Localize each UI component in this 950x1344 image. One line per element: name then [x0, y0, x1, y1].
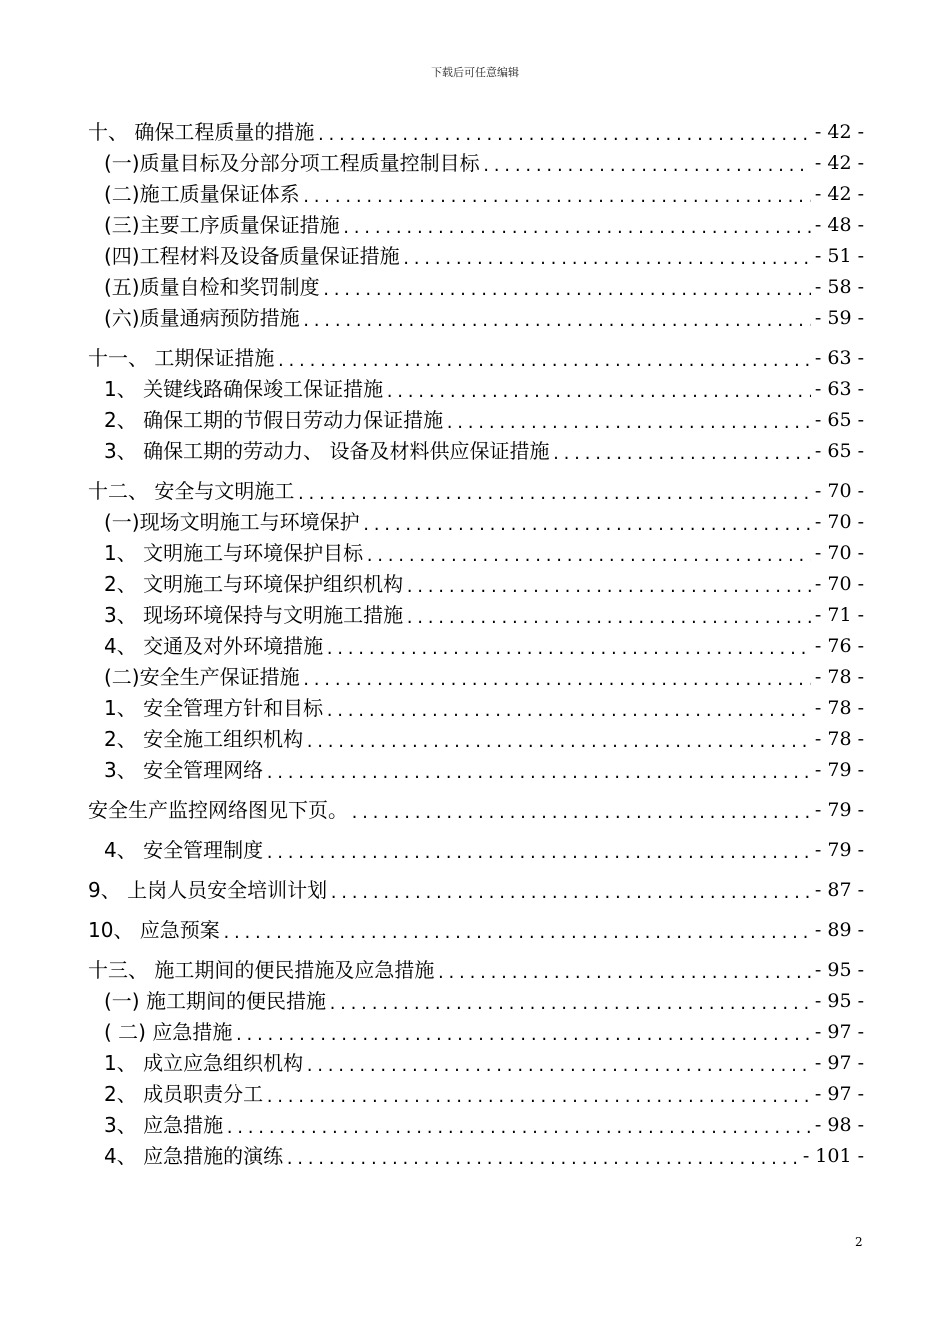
- toc-entry-page: - 79 -: [814, 839, 864, 861]
- table-of-contents: [88, 110, 864, 1169]
- toc-entry-title: 十一、 工期保证措施: [88, 346, 275, 370]
- toc-entry-page: - 78 -: [814, 697, 864, 719]
- toc-entry-page: - 70 -: [814, 542, 864, 564]
- toc-entry[interactable]: [88, 752, 864, 783]
- toc-entry-page: - 42 -: [814, 152, 864, 174]
- toc-entry-title: (五)质量自检和奖罚制度: [104, 275, 320, 299]
- toc-entry[interactable]: [88, 1076, 864, 1107]
- toc-entry[interactable]: [88, 690, 864, 721]
- toc-leader-dots: [328, 994, 811, 1014]
- toc-leader-dots: [365, 546, 811, 566]
- toc-leader-dots: [265, 763, 811, 783]
- toc-entry[interactable]: [88, 721, 864, 752]
- toc-entry[interactable]: [88, 371, 864, 402]
- toc-entry-title: (三)主要工序质量保证措施: [104, 213, 340, 237]
- toc-entry-page: - 101 -: [802, 1145, 864, 1167]
- toc-entry-title: (六)质量通病预防措施: [104, 306, 300, 330]
- toc-entry[interactable]: [88, 597, 864, 628]
- toc-leader-dots: [302, 670, 811, 690]
- toc-entry-page: - 70 -: [814, 573, 864, 595]
- toc-entry[interactable]: [88, 1138, 864, 1169]
- toc-entry-page: - 70 -: [814, 480, 864, 502]
- toc-leader-dots: [350, 803, 811, 823]
- toc-leader-dots: [265, 1087, 811, 1107]
- toc-entry-page: - 97 -: [814, 1021, 864, 1043]
- toc-entry[interactable]: [88, 176, 864, 207]
- toc-entry-title: 10、 应急预案: [88, 918, 220, 942]
- toc-entry[interactable]: [88, 145, 864, 176]
- toc-entry-title: (四)工程材料及设备质量保证措施: [104, 244, 400, 268]
- toc-entry-title: 3、 现场环境保持与文明施工措施: [104, 603, 404, 627]
- toc-entry[interactable]: [88, 1045, 864, 1076]
- toc-entry[interactable]: [88, 469, 864, 504]
- toc-entry-title: 1、 安全管理方针和目标: [104, 696, 324, 720]
- toc-entry-title: (一) 施工期间的便民措施: [104, 989, 326, 1013]
- toc-leader-dots: [325, 701, 811, 721]
- toc-leader-dots: [302, 311, 811, 331]
- toc-leader-dots: [551, 444, 810, 464]
- toc-entry-title: ( 二) 应急措施: [104, 1020, 233, 1044]
- toc-entry-page: - 59 -: [814, 307, 864, 329]
- toc-leader-dots: [302, 187, 811, 207]
- toc-entry-page: - 78 -: [814, 728, 864, 750]
- toc-entry-page: - 58 -: [814, 276, 864, 298]
- toc-leader-dots: [276, 351, 811, 371]
- toc-entry[interactable]: [88, 110, 864, 145]
- toc-leader-dots: [285, 1149, 799, 1169]
- toc-leader-dots: [222, 923, 811, 943]
- toc-leader-dots: [482, 156, 811, 176]
- toc-leader-dots: [385, 382, 811, 402]
- toc-leader-dots: [405, 608, 811, 628]
- toc-entry-title: 3、 应急措施: [104, 1113, 224, 1137]
- toc-entry-page: - 89 -: [814, 919, 864, 941]
- toc-entry-page: - 97 -: [814, 1083, 864, 1105]
- toc-entry-title: (二)施工质量保证体系: [104, 182, 300, 206]
- toc-entry[interactable]: [88, 948, 864, 983]
- toc-leader-dots: [325, 639, 811, 659]
- toc-entry-page: - 87 -: [814, 879, 864, 901]
- toc-entry[interactable]: [88, 983, 864, 1014]
- toc-entry[interactable]: [88, 1107, 864, 1138]
- toc-entry[interactable]: [88, 300, 864, 331]
- toc-entry-title: 1、 成立应急组织机构: [104, 1051, 304, 1075]
- toc-leader-dots: [342, 218, 811, 238]
- toc-leader-dots: [305, 732, 811, 752]
- toc-leader-dots: [322, 280, 811, 300]
- toc-entry-title: 十、 确保工程质量的措施: [88, 120, 315, 144]
- toc-entry-title: 1、 关键线路确保竣工保证措施: [104, 377, 384, 401]
- toc-entry-page: - 98 -: [814, 1114, 864, 1136]
- toc-entry[interactable]: [88, 238, 864, 269]
- toc-leader-dots: [265, 843, 811, 863]
- toc-entry[interactable]: [88, 207, 864, 238]
- toc-entry-title: (二)安全生产保证措施: [104, 665, 300, 689]
- toc-leader-dots: [436, 963, 811, 983]
- toc-entry-title: 十二、 安全与文明施工: [88, 479, 295, 503]
- toc-leader-dots: [362, 515, 811, 535]
- toc-entry-page: - 65 -: [814, 409, 864, 431]
- toc-entry-title: 4、 安全管理制度: [104, 838, 264, 862]
- toc-entry-title: 4、 应急措施的演练: [104, 1144, 284, 1168]
- toc-entry-page: - 79 -: [814, 759, 864, 781]
- toc-entry-page: - 97 -: [814, 1052, 864, 1074]
- toc-entry-page: - 70 -: [814, 511, 864, 533]
- toc-entry-page: - 95 -: [814, 990, 864, 1012]
- toc-entry[interactable]: [88, 828, 864, 863]
- toc-entry[interactable]: [88, 504, 864, 535]
- toc-entry-page: - 48 -: [814, 214, 864, 236]
- toc-leader-dots: [445, 413, 811, 433]
- toc-leader-dots: [305, 1056, 811, 1076]
- toc-entry-page: - 63 -: [814, 347, 864, 369]
- toc-entry-page: - 79 -: [814, 799, 864, 821]
- page-header: 下载后可任意编辑: [431, 66, 519, 79]
- toc-entry-title: (一)质量目标及分部分项工程质量控制目标: [104, 151, 480, 175]
- toc-entry[interactable]: [88, 402, 864, 433]
- toc-entry[interactable]: [88, 433, 864, 464]
- toc-entry-title: 2、 安全施工组织机构: [104, 727, 304, 751]
- toc-leader-dots: [402, 249, 811, 269]
- toc-entry-title: 3、 安全管理网络: [104, 758, 264, 782]
- toc-entry-page: - 51 -: [814, 245, 864, 267]
- toc-entry[interactable]: [88, 535, 864, 566]
- toc-entry[interactable]: [88, 336, 864, 371]
- toc-entry-page: - 71 -: [814, 604, 864, 626]
- toc-leader-dots: [225, 1118, 811, 1138]
- toc-entry-title: 4、 交通及对外环境措施: [104, 634, 324, 658]
- toc-entry-title: 2、 文明施工与环境保护组织机构: [104, 572, 404, 596]
- toc-entry-title: 十三、 施工期间的便民措施及应急措施: [88, 958, 435, 982]
- toc-entry[interactable]: [88, 788, 864, 823]
- toc-entry-page: - 95 -: [814, 959, 864, 981]
- toc-entry[interactable]: [88, 566, 864, 597]
- toc-entry-page: - 42 -: [814, 121, 864, 143]
- toc-entry[interactable]: [88, 659, 864, 690]
- toc-entry-title: 安全生产监控网络图见下页。: [88, 798, 348, 822]
- toc-entry-title: 1、 文明施工与环境保护目标: [104, 541, 364, 565]
- toc-entry[interactable]: [88, 269, 864, 300]
- toc-entry-page: - 65 -: [814, 440, 864, 462]
- toc-leader-dots: [234, 1025, 811, 1045]
- toc-entry-title: 2、 成员职责分工: [104, 1082, 264, 1106]
- toc-leader-dots: [405, 577, 811, 597]
- toc-entry-page: - 78 -: [814, 666, 864, 688]
- toc-entry-page: - 76 -: [814, 635, 864, 657]
- toc-entry-page: - 42 -: [814, 183, 864, 205]
- toc-entry-title: 3、 确保工期的劳动力、 设备及材料供应保证措施: [104, 439, 550, 463]
- toc-leader-dots: [316, 125, 811, 145]
- toc-entry[interactable]: [88, 868, 864, 903]
- toc-entry-title: 9、 上岗人员安全培训计划: [88, 878, 328, 902]
- toc-entry[interactable]: [88, 1014, 864, 1045]
- toc-entry-title: 2、 确保工期的节假日劳动力保证措施: [104, 408, 444, 432]
- toc-entry-page: - 63 -: [814, 378, 864, 400]
- toc-entry-title: (一)现场文明施工与环境保护: [104, 510, 360, 534]
- toc-entry[interactable]: [88, 628, 864, 659]
- page-number: 2: [855, 1235, 863, 1249]
- toc-entry[interactable]: [88, 908, 864, 943]
- toc-leader-dots: [296, 484, 811, 504]
- toc-leader-dots: [329, 883, 811, 903]
